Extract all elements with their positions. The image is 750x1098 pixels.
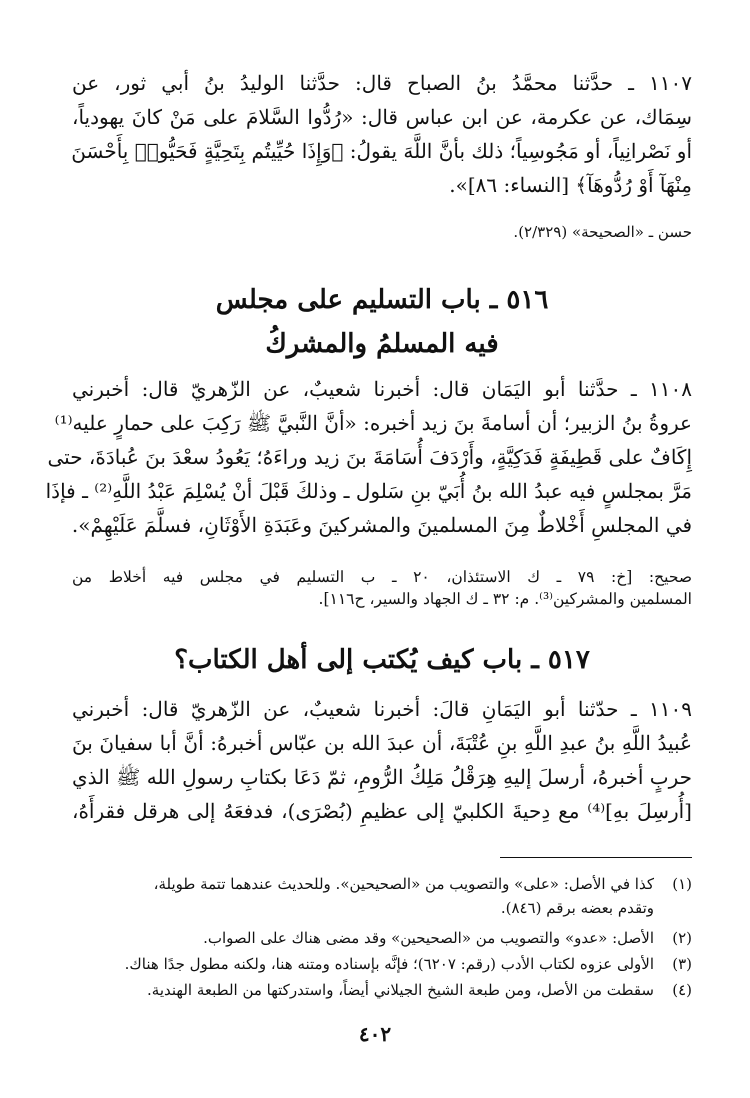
footnote-line: وتقدم بعضه برقم (٨٤٦). bbox=[500, 899, 654, 917]
footnote-2 bbox=[72, 926, 692, 950]
hadith-line: مِنْهَآ أَوْ رُدُّوهَآ﴾ [النساء: ٨٦]». bbox=[449, 173, 692, 197]
hadith-1107 bbox=[72, 66, 692, 202]
footnote-number: (١) bbox=[672, 875, 692, 893]
hadith-1107-grade: حسن ـ «الصحيحة» (٢/٣٢٩). bbox=[513, 223, 692, 241]
takhrij-line: المسلمين والمشركين⁽³⁾. م: ٣٢ ـ ك الجهاد والسير، ح١١٦]. bbox=[318, 590, 692, 608]
footnote-number: (٣) bbox=[672, 955, 692, 973]
footnote-line: كذا في الأصل: «على» والتصويب من «الصحيحين». وللحديث عندهما تتمة طويلة، bbox=[153, 875, 654, 893]
hadith-line: [أُرسِلَ بهِ]⁽⁴⁾ مع دِحيةَ الكلبيّ إلى عظيمِ (بُصْرَى)، فدفعَهُ إلى هرقل فقرأَهُ، bbox=[72, 799, 692, 823]
hadith-line: عُبيدُ اللَّهِ بنُ عبدِ اللَّهِ بنِ عُتْبَةَ، أن عبدَ الله بن عبّاس أخبرهُ: أنَّ أبا سفيانَ بنَ bbox=[72, 731, 692, 755]
footnote-1 bbox=[72, 872, 692, 920]
footnote-line: سقطت من الأصل، ومن طبعة الشيخ الجيلاني أيضاً، واستدركتها من الطبعة الهندية. bbox=[147, 981, 654, 999]
hadith-line: ١١٠٩ ـ حدّثنا أبو اليَمَانِ قالَ: أخبرنا شعيبٌ، عن الزّهريّ قال: أخبرني bbox=[72, 697, 692, 721]
chapter-heading-516 bbox=[72, 278, 692, 366]
hadith-line: مَرَّ بمجلسٍ فيه عبدُ الله بنُ أُبَيّ بنِ سَلول ـ وذلكَ قَبْلَ أنْ يُسْلِمَ عَبْدُ اللَّهِ⁽²⁾ ـ فإذَا bbox=[45, 479, 692, 503]
hadith-line: في المجلسِ أَخْلاطٌ مِنَ المسلمينَ والمشركينَ وعَبَدَةِ الأَوْثَانِ، فسلَّمَ عَلَيْهِمْ». bbox=[71, 513, 692, 537]
hadith-line: ١١٠٧ ـ حدَّثنا محمَّدُ بنُ الصباح قال: حدَّثنا الوليدُ بنُ أبي ثور، عن bbox=[72, 71, 692, 95]
chapter-heading-line-1: ٥١٦ ـ باب التسليم على مجلس bbox=[215, 285, 549, 315]
footnote-4 bbox=[72, 978, 692, 1002]
takhrij-line: صحيح: [خ: ٧٩ ـ ك الاستئذان، ٢٠ ـ ب التسليم في مجلس فيه أخلاط من bbox=[72, 568, 692, 586]
footnote-number: (٢) bbox=[672, 929, 692, 947]
footnote-line: الأصل: «عدو» والتصويب من «الصحيحين» وقد مضى هناك على الصواب. bbox=[203, 929, 654, 947]
hadith-1108 bbox=[45, 372, 692, 542]
hadith-line: ١١٠٨ ـ حدَّثنا أبو اليَمَان قال: أخبرنا شعيبٌ، عن الزّهريّ قال: أخبرني bbox=[72, 377, 692, 401]
footnote-line: الأولى عزوه لكتاب الأدب (رقم: ٦٢٠٧)؛ فإنَّه بإسناده ومتنه هنا، ولكنه مطول جدًا هناك. bbox=[124, 955, 654, 973]
footnote-3 bbox=[72, 952, 692, 976]
footnote-text bbox=[72, 952, 654, 976]
chapter-heading-517: ٥١٧ ـ باب كيف يُكتب إلى أهل الكتاب؟ bbox=[174, 645, 590, 675]
page-number: ٤٠٢ bbox=[358, 1022, 392, 1046]
hadith-line: سِمَاك، عن عكرمة، عن ابن عباس قال: «رُدُّوا السَّلامَ على مَنْ كانَ يهودياً، bbox=[72, 105, 692, 129]
footnote-text bbox=[72, 926, 654, 950]
hadith-1108-takhrij bbox=[72, 566, 692, 610]
hadith-1109 bbox=[72, 692, 692, 828]
hadith-line: أو نَصْرانِياً، أو مَجُوسِياً؛ ذلك بأنَّ اللَّهَ يقولُ: ﴿وَإِذَا حُيِّيتُم بِتَحِيَّةٍ فَحَيُّوا۟ بِأَحْسَنَ bbox=[71, 139, 692, 163]
hadith-line: عروةُ بنُ الزبير؛ أن أسامةَ بنَ زيد أخبره: «أنَّ النَّبيَّ ﷺ رَكِبَ على حمارٍ عليه⁽¹⁾ bbox=[54, 411, 692, 435]
hadith-line: إِكَافٌ على قَطِيفَةٍ فَدَكِيَّةٍ، وأَرْدَفَ أُسَامَةَ بنَ زيد وراءَهُ؛ يَعُودُ سعْدَ بنَ عُبادَةَ، حتى bbox=[47, 445, 692, 469]
footnote-text bbox=[72, 978, 654, 1002]
footnote-text bbox=[72, 872, 654, 920]
footnote-divider bbox=[500, 857, 692, 858]
chapter-heading-line-2: فيه المسلمُ والمشركُ bbox=[265, 329, 499, 359]
hadith-line: حربٍ أخبرهُ، أرسلَ إليهِ هِرَقْلُ مَلِكُ الرُّومِ، ثمّ دَعَا بكتابِ رسولِ الله ﷺ الذي bbox=[72, 765, 692, 789]
footnote-number: (٤) bbox=[672, 981, 692, 999]
